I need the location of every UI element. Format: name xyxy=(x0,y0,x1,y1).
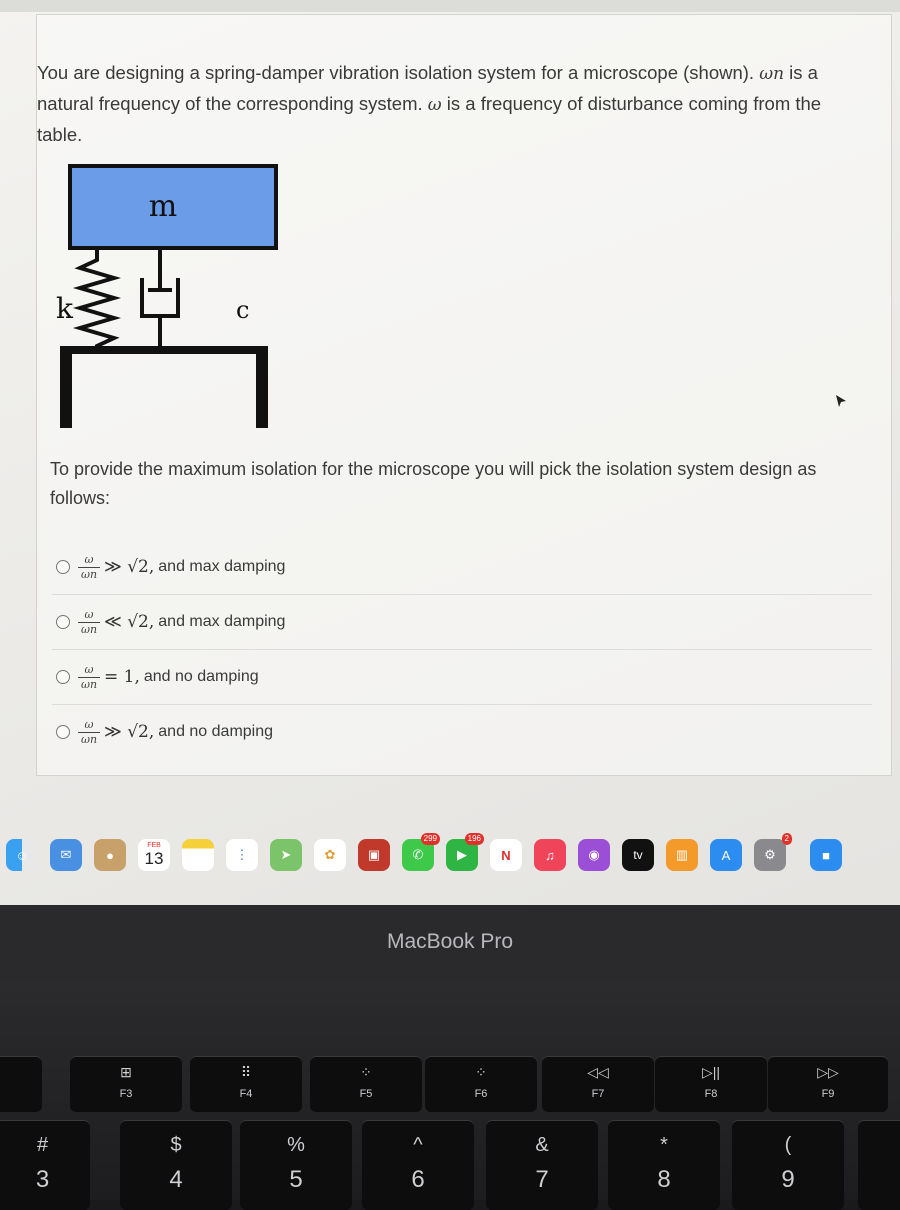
answer-option-1[interactable] xyxy=(52,540,872,595)
option-relation: ≪ √2, xyxy=(104,612,155,632)
settings-badge: 2 xyxy=(782,833,792,845)
option-relation: = 1, xyxy=(104,667,140,687)
answer-option-3[interactable] xyxy=(52,650,872,705)
podcasts-icon[interactable]: ◉ xyxy=(578,839,610,871)
radio-button[interactable] xyxy=(56,725,70,739)
music-icon[interactable]: ♫ xyxy=(534,839,566,871)
frequency-ratio: $\frac{\omega}{\omega n}$ xyxy=(78,554,100,581)
key-0-partial[interactable] xyxy=(858,1120,900,1210)
system-preferences-icon[interactable]: ⚙ 2 xyxy=(754,839,786,871)
key-4[interactable]: $ 4 xyxy=(120,1120,232,1210)
spring-label: k xyxy=(56,292,73,325)
key-7[interactable]: & 7 xyxy=(486,1120,598,1210)
option-text: and no damping xyxy=(158,723,274,740)
reminders-icon[interactable]: ⋮ xyxy=(226,839,258,871)
books-icon[interactable]: ▥ xyxy=(666,839,698,871)
screen-top-edge xyxy=(0,0,900,12)
key-3[interactable]: # 3 xyxy=(0,1120,90,1210)
mail-icon[interactable]: ✉ xyxy=(50,839,82,871)
answer-option-2[interactable] xyxy=(52,595,872,650)
key-9[interactable]: ( 9 xyxy=(732,1120,844,1210)
answer-options xyxy=(52,540,872,759)
apple-tv-icon[interactable] xyxy=(622,839,654,871)
calendar-day: 13 xyxy=(144,849,164,868)
frequency-ratio: $\frac{\omega}{\omega n}$ xyxy=(78,664,100,691)
app-store-icon[interactable]: A xyxy=(710,839,742,871)
omega-n-symbol: ωn xyxy=(759,64,785,84)
key-5[interactable]: % 5 xyxy=(240,1120,352,1210)
key-f7[interactable]: ◁◁ F7 xyxy=(542,1056,654,1112)
option-text: and max damping xyxy=(158,558,286,575)
finder-icon[interactable]: ☺ xyxy=(6,839,38,871)
table-leg-right xyxy=(256,346,268,428)
radio-button[interactable] xyxy=(56,560,70,574)
answer-option-4[interactable] xyxy=(52,705,872,759)
facetime-badge: 196 xyxy=(465,833,484,845)
damper-label: c xyxy=(236,296,250,324)
photos-icon[interactable]: ✿ xyxy=(314,839,346,871)
table-top xyxy=(60,346,268,354)
key-f6[interactable]: ⁘ F6 xyxy=(425,1056,537,1112)
photo-booth-icon[interactable]: ▣ xyxy=(358,839,390,871)
maps-icon[interactable]: ➤ xyxy=(270,839,302,871)
tv-label: tv xyxy=(633,848,643,862)
laptop-brand: MacBook Pro xyxy=(386,930,514,953)
news-icon[interactable]: N xyxy=(490,839,522,871)
question-prompt xyxy=(37,58,867,149)
radio-button[interactable] xyxy=(56,615,70,629)
key-6[interactable]: ^ 6 xyxy=(362,1120,474,1210)
spring-coil xyxy=(80,248,114,348)
key-8[interactable]: * 8 xyxy=(608,1120,720,1210)
question-stem: To provide the maximum isolation for the microscope you will pick the isolation system design as follows: xyxy=(50,459,817,508)
key-f3[interactable]: ⊞ F3 xyxy=(70,1056,182,1112)
prompt-part-3: is a frequency of disturbance coming from the table. xyxy=(37,93,822,145)
radio-button[interactable] xyxy=(56,670,70,684)
messages-icon[interactable]: ✆ 299 xyxy=(402,839,434,871)
option-relation: ≫ √2, xyxy=(104,722,155,742)
key-f5[interactable]: ⁘ F5 xyxy=(310,1056,422,1112)
key-f9[interactable]: ▷▷ F9 xyxy=(768,1056,888,1112)
frequency-ratio: $\frac{\omega}{\omega n}$ xyxy=(78,609,100,636)
spring-damper-diagram xyxy=(50,160,290,430)
option-text: and no damping xyxy=(143,668,259,685)
prompt-part-1: You are designing a spring-damper vibration isolation system for a microscope (shown). xyxy=(37,62,760,83)
facetime-icon[interactable]: ▶ 196 xyxy=(446,839,478,871)
dock xyxy=(0,832,900,878)
mass-label: m xyxy=(148,189,178,224)
key-f8[interactable]: ▷|| F8 xyxy=(655,1056,767,1112)
calendar-icon[interactable] xyxy=(138,839,170,871)
blurred-background-text xyxy=(180,880,820,894)
option-text: and max damping xyxy=(158,613,286,630)
prompt-part-2: is a natural frequency of the corresponding system. xyxy=(37,62,818,114)
omega-symbol: ω xyxy=(427,95,442,115)
messages-badge: 299 xyxy=(421,833,440,845)
calendar-month: FEB xyxy=(147,842,161,849)
zoom-icon[interactable]: ■ xyxy=(810,839,842,871)
contacts-icon[interactable]: ● xyxy=(94,839,126,871)
frequency-ratio: $\frac{\omega}{\omega n}$ xyxy=(78,719,100,746)
notes-icon[interactable] xyxy=(182,839,214,871)
option-relation: ≫ √2, xyxy=(104,557,155,577)
key-f2[interactable] xyxy=(0,1056,42,1112)
key-f4[interactable]: ⠿ F4 xyxy=(190,1056,302,1112)
mouse-cursor-icon xyxy=(834,393,848,411)
table-leg-left xyxy=(60,346,72,428)
